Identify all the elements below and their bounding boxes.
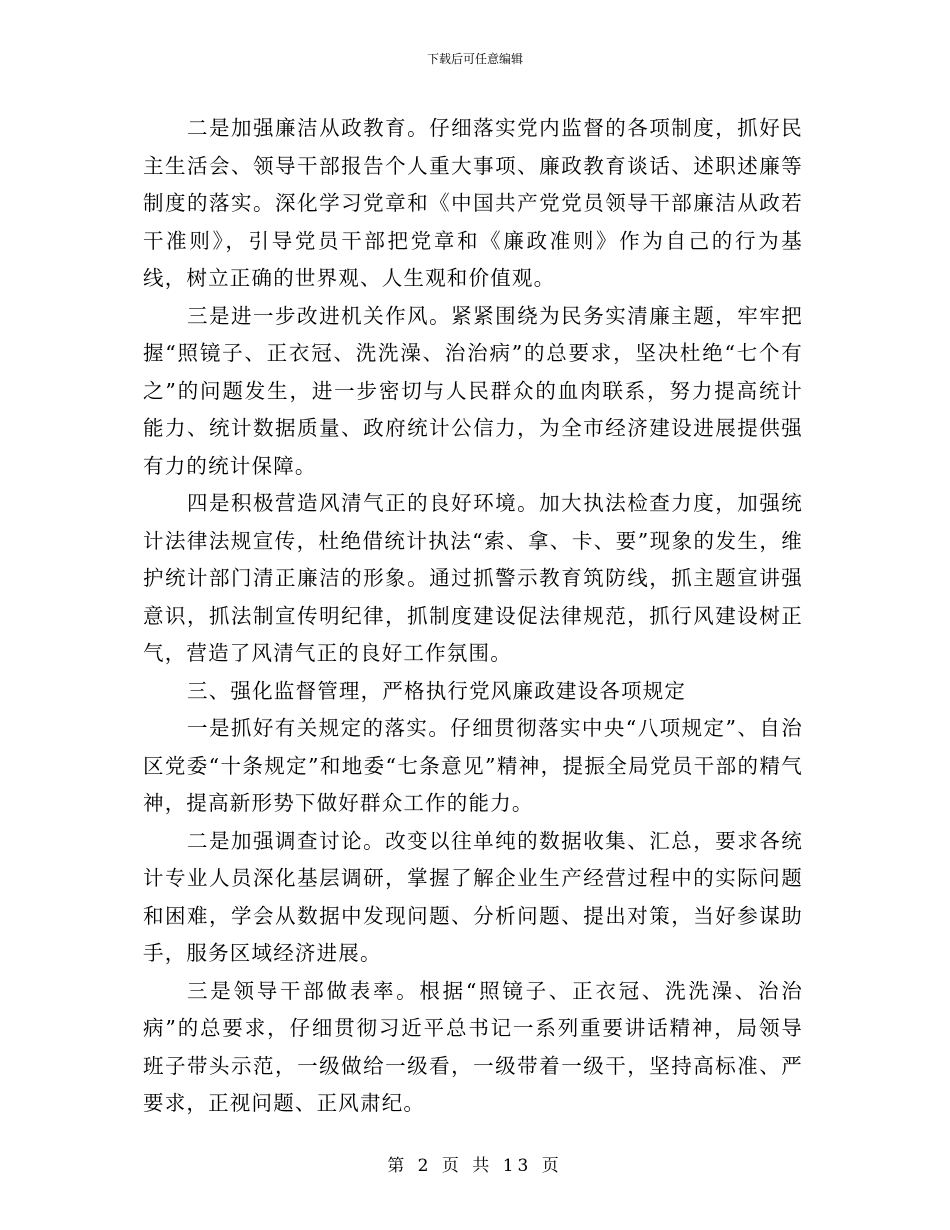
paragraph-environment: 四是积极营造风清气正的良好环境。加大执法检查力度，加强统计法律法规宣传，杜绝借统计执法“索、拿、卡、要”现象的发生，维护统计部门清正廉洁的形象。通过抓警示教育筑防线，抓主题宣讲强意识，抓法制宣传明纪律，抓制度建设促法律规范，抓行风建设树正气，营造了风清气正的良好工作氛围。 — [143, 491, 803, 665]
header-note: 下载后可任意编辑 — [426, 52, 523, 66]
paragraph-leadership: 三是领导干部做表率。根据“照镜子、正衣冠、洗洗澡、治治病”的总要求，仔细贯彻习近平总书记一系列重要讲话精神，局领导班子带头示范，一级做给一级看，一级带着一级干，坚持高标准、严要求，正视问题、正风肃纪。 — [143, 978, 803, 1115]
paragraph-work-style: 三是进一步改进机关作风。紧紧围绕为民务实清廉主题，牢牢把握“照镜子、正衣冠、洗洗澡、治治病”的总要求，坚决杜绝“七个有之”的问题发生，进一步密切与人民群众的血肉联系，努力提高统计能力、统计数据质量、政府统计公信力，为全市经济建设进展提供强有力的统计保障。 — [143, 303, 803, 478]
paragraph-regulations: 一是抓好有关规定的落实。仔细贯彻落实中央“八项规定”、自治区党委“十条规定”和地委“七条意见”精神，提振全局党员干部的精气神，提高新形势下做好群众工作的能力。 — [143, 716, 803, 815]
page-number: 第 2 页 共 13 页 — [387, 1156, 563, 1176]
paragraph-research: 二是加强调查讨论。改变以往单纯的数据收集、汇总，要求各统计专业人员深化基层调研，掌握了解企业生产经营过程中的实际问题和困难，学会从数据中发现问题、分析问题、提出对策，当好参谋助手，服务区域经济进展。 — [143, 828, 803, 965]
document-body — [143, 110, 803, 1123]
paragraph-integrity-education: 二是加强廉洁从政教育。仔细落实党内监督的各项制度，抓好民主生活会、领导干部报告个人重大事项、廉政教育谈话、述职述廉等制度的落实。深化学习党章和《中国共产党党员领导干部廉洁从政若干准则》，引导党员干部把党章和《廉政准则》作为自己的行为基线，树立正确的世界观、人生观和价值观。 — [143, 116, 803, 290]
section-heading: 三、强化监督管理，严格执行党风廉政建设各项规定 — [187, 678, 687, 703]
